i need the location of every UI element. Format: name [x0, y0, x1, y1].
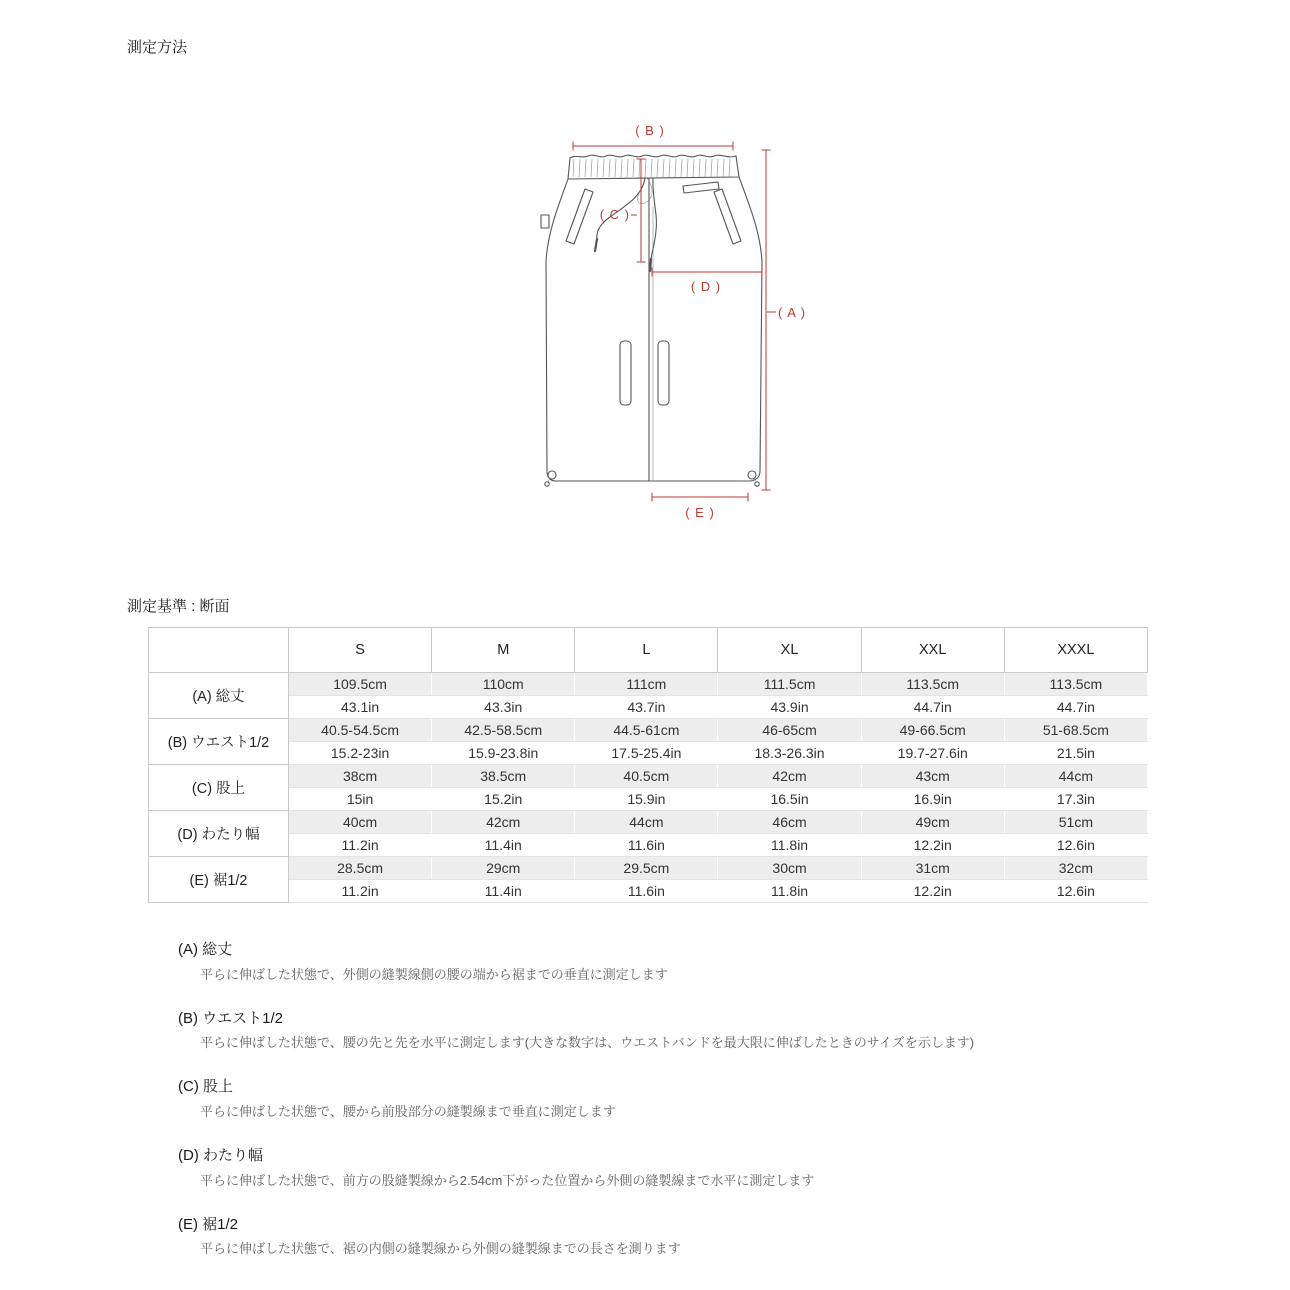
- size-value-cm: 51-68.5cm: [1004, 719, 1147, 742]
- size-value-in: 11.2in: [289, 834, 432, 857]
- description-text: 平らに伸ばした状態で、外側の縫製線側の腰の端から裾までの垂直に測定します: [200, 966, 668, 982]
- description-label: (E) 裾1/2: [178, 1215, 239, 1233]
- size-table-body: [149, 673, 1148, 903]
- size-value-in: 12.6in: [1004, 834, 1147, 857]
- table-row-in: [149, 696, 1148, 719]
- garment-line-art: [541, 155, 762, 486]
- size-value-in: 17.3in: [1004, 788, 1147, 811]
- garment-illustration: [500, 115, 840, 535]
- page-title: 測定方法: [127, 39, 188, 56]
- size-value-in: 15.2-23in: [289, 742, 432, 765]
- size-value-in: 11.8in: [718, 880, 861, 903]
- description-text: 平らに伸ばした状態で、腰の先と先を水平に測定します(大きな数字は、ウエストバンドを最大限に伸ばしたときのサイズを示します): [200, 1035, 975, 1051]
- size-value-cm: 40.5cm: [575, 765, 718, 788]
- measurement-description: [178, 1216, 1128, 1259]
- size-value-in: 43.9in: [718, 696, 861, 719]
- size-value-cm: 42.5-58.5cm: [432, 719, 575, 742]
- size-column-header-m: M: [432, 628, 575, 673]
- size-value-in: 11.6in: [575, 880, 718, 903]
- table-row-in: [149, 788, 1148, 811]
- size-value-cm: 110cm: [432, 673, 575, 696]
- size-column-header-s: S: [289, 628, 432, 673]
- table-row-in: [149, 880, 1148, 903]
- size-value-in: 11.6in: [575, 834, 718, 857]
- size-column-header-xxl: XXL: [861, 628, 1004, 673]
- size-value-in: 15.9in: [575, 788, 718, 811]
- size-value-cm: 42cm: [718, 765, 861, 788]
- size-value-in: 44.7in: [1004, 696, 1147, 719]
- size-value-in: 17.5-25.4in: [575, 742, 718, 765]
- measurement-row-label: (C) 股上: [149, 765, 289, 811]
- size-value-in: 15in: [289, 788, 432, 811]
- size-value-in: 15.2in: [432, 788, 575, 811]
- size-value-cm: 44cm: [1004, 765, 1147, 788]
- size-value-cm: 31cm: [861, 857, 1004, 880]
- description-text: 平らに伸ばした状態で、前方の股縫製線から2.54cm下がった位置から外側の縫製線まで水平に測定します: [200, 1172, 815, 1188]
- size-value-cm: 40cm: [289, 811, 432, 834]
- size-value-cm: 113.5cm: [861, 673, 1004, 696]
- size-value-cm: 38cm: [289, 765, 432, 788]
- size-value-cm: 44cm: [575, 811, 718, 834]
- size-value-in: 12.2in: [861, 880, 1004, 903]
- size-value-in: 19.7-27.6in: [861, 742, 1004, 765]
- table-row-cm: [149, 765, 1148, 788]
- size-value-cm: 40.5-54.5cm: [289, 719, 432, 742]
- size-value-in: 16.9in: [861, 788, 1004, 811]
- size-value-in: 12.2in: [861, 834, 1004, 857]
- measure-label-c: ( C ): [599, 207, 630, 222]
- size-value-in: 16.5in: [718, 788, 861, 811]
- measure-label-a: ( A ): [778, 305, 807, 320]
- size-table-corner: [149, 628, 289, 673]
- section-title: 測定基準 : 断面: [127, 598, 230, 615]
- size-value-in: 11.4in: [432, 834, 575, 857]
- size-value-in: 43.7in: [575, 696, 718, 719]
- measurement-description: [178, 1078, 1128, 1121]
- measure-label-e: ( E ): [685, 505, 715, 520]
- size-value-in: 11.8in: [718, 834, 861, 857]
- size-value-in: 15.9-23.8in: [432, 742, 575, 765]
- description-label: (C) 股上: [178, 1078, 233, 1096]
- size-value-in: 11.2in: [289, 880, 432, 903]
- table-row-in: [149, 834, 1148, 857]
- measurement-diagram: [500, 115, 840, 535]
- size-value-cm: 28.5cm: [289, 857, 432, 880]
- size-value-in: 44.7in: [861, 696, 1004, 719]
- size-value-cm: 43cm: [861, 765, 1004, 788]
- description-text: 平らに伸ばした状態で、裾の内側の縫製線から外側の縫製線までの長さを測ります: [200, 1241, 681, 1257]
- description-label: (D) わたり幅: [178, 1146, 263, 1164]
- size-value-in: 43.1in: [289, 696, 432, 719]
- size-value-cm: 49cm: [861, 811, 1004, 834]
- size-value-cm: 38.5cm: [432, 765, 575, 788]
- size-value-cm: 42cm: [432, 811, 575, 834]
- size-value-cm: 32cm: [1004, 857, 1147, 880]
- measure-label-d: ( D ): [690, 279, 722, 294]
- size-value-in: 11.4in: [432, 880, 575, 903]
- table-row-in: [149, 742, 1148, 765]
- table-row-cm: [149, 857, 1148, 880]
- size-table: [148, 627, 1148, 903]
- measurement-row-label: (E) 裾1/2: [149, 857, 289, 903]
- size-value-in: 43.3in: [432, 696, 575, 719]
- size-value-cm: 44.5-61cm: [575, 719, 718, 742]
- measurement-description: [178, 1010, 1128, 1053]
- size-value-cm: 109.5cm: [289, 673, 432, 696]
- size-value-cm: 113.5cm: [1004, 673, 1147, 696]
- size-value-cm: 30cm: [718, 857, 861, 880]
- size-value-in: 18.3-26.3in: [718, 742, 861, 765]
- size-value-cm: 29cm: [432, 857, 575, 880]
- size-value-in: 12.6in: [1004, 880, 1147, 903]
- description-label: (A) 総丈: [178, 941, 233, 958]
- measurement-description: [178, 1147, 1128, 1190]
- measure-label-b: ( B ): [635, 123, 665, 138]
- size-column-header-xxxl: XXXL: [1004, 628, 1147, 673]
- size-value-in: 21.5in: [1004, 742, 1147, 765]
- size-table-header-row: [149, 628, 1148, 673]
- table-row-cm: [149, 719, 1148, 742]
- table-row-cm: [149, 673, 1148, 696]
- measurement-description: [178, 941, 1128, 984]
- measurement-descriptions: [178, 941, 1128, 1284]
- measurement-row-label: (A) 総丈: [149, 673, 289, 719]
- measurement-row-label: (B) ウエスト1/2: [149, 719, 289, 765]
- size-value-cm: 111.5cm: [718, 673, 861, 696]
- size-column-header-xl: XL: [718, 628, 861, 673]
- size-value-cm: 111cm: [575, 673, 718, 696]
- size-column-header-l: L: [575, 628, 718, 673]
- description-text: 平らに伸ばした状態で、腰から前股部分の縫製線まで垂直に測定します: [200, 1104, 616, 1120]
- size-value-cm: 29.5cm: [575, 857, 718, 880]
- size-value-cm: 49-66.5cm: [861, 719, 1004, 742]
- size-value-cm: 51cm: [1004, 811, 1147, 834]
- size-value-cm: 46cm: [718, 811, 861, 834]
- table-row-cm: [149, 811, 1148, 834]
- description-label: (B) ウエスト1/2: [178, 1009, 284, 1027]
- size-table-header: [149, 628, 1148, 673]
- measurement-row-label: (D) わたり幅: [149, 811, 289, 857]
- size-value-cm: 46-65cm: [718, 719, 861, 742]
